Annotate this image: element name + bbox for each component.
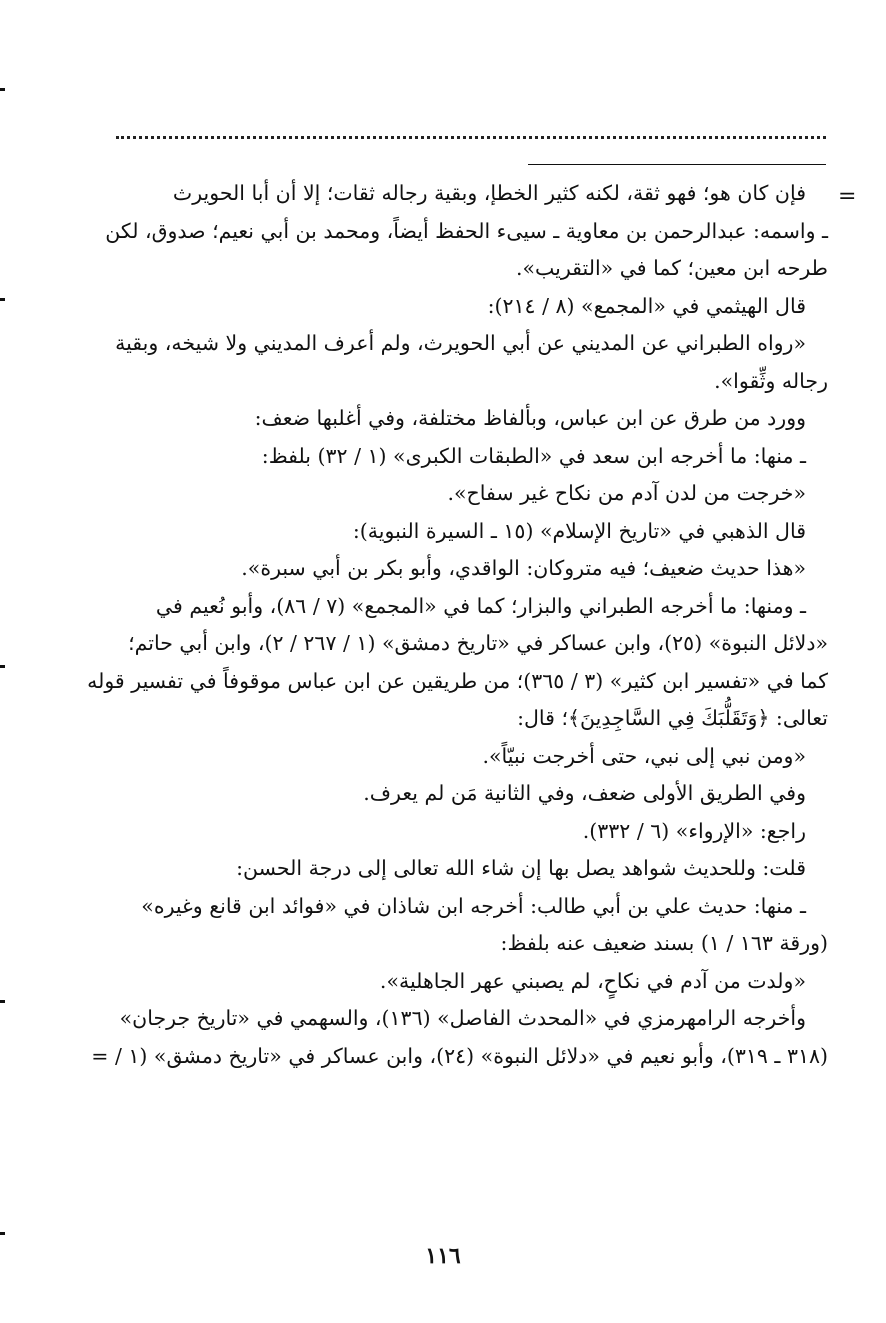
text-line: كما في «تفسير ابن كثير» (٣ / ٣٦٥)؛ من طريقين عن ابن عباس موقوفاً في تفسير قوله — [87, 668, 828, 693]
text-line: «خرجت من لدن آدم من نكاح غير سفاح». — [447, 481, 806, 505]
margin-tick — [0, 1000, 5, 1003]
header-dotted-rule — [116, 136, 826, 151]
text-line: «ومن نبي إلى نبي، حتى أخرجت نبيّاً». — [482, 743, 806, 768]
text-line: فإن كان هو؛ فهو ثقة، لكنه كثير الخطإ، وبقية رجاله ثقات؛ إلا أن أبا الحويرث — [172, 181, 806, 205]
margin-tick — [0, 298, 5, 301]
text-line: وأخرجه الرامهرمزي في «المحدث الفاصل» (١٣٦)، والسهمي في «تاريخ جرجان» — [119, 1006, 806, 1030]
page-number: ١١٦ — [425, 1243, 461, 1269]
text-line: تعالى: ﴿وَتَقَلُّبَكَ فِي السَّاجِدِينَ﴾؛ قال: — [517, 706, 828, 730]
text-line: وورد من طرق عن ابن عباس، وبألفاظ مختلفة، وفي أغلبها ضعف: — [254, 406, 806, 430]
text-line: ـ منها: ما أخرجه ابن سعد في «الطبقات الكبرى» (١ / ٣٢) بلفظ: — [261, 443, 806, 468]
continuation-mark: = — [838, 184, 857, 209]
text-line: رجاله وثِّقوا». — [714, 368, 828, 393]
text-line: «دلائل النبوة» (٢٥)، وابن عساكر في «تاريخ دمشق» (١ / ٢٦٧ / ٢)، وابن أبي حاتم؛ — [128, 631, 828, 655]
margin-tick — [0, 88, 5, 91]
text-line: ـ منها: حديث علي بن أبي طالب: أخرجه ابن شاذان في «فوائد ابن قانع وغيره» — [141, 893, 806, 918]
text-line: قلت: وللحديث شواهد يصل بها إن شاء الله تعالى إلى درجة الحسن: — [236, 856, 806, 880]
margin-tick — [0, 1232, 5, 1235]
text-line: قال الذهبي في «تاريخ الإسلام» (١٥ ـ السيرة النبوية): — [352, 518, 806, 543]
text-line: وفي الطريق الأولى ضعف، وفي الثانية مَن لم يعرف. — [363, 781, 806, 805]
footnote-separator-line — [528, 164, 826, 165]
text-line: طرحه ابن معين؛ كما في «التقريب». — [515, 256, 828, 280]
text-line: «هذا حديث ضعيف؛ فيه متروكان: الواقدي، وأبو بكر بن أبي سبرة». — [241, 556, 806, 580]
margin-tick — [0, 665, 5, 668]
text-line: (ورقة ١٦٣ / ١) بسند ضعيف عنه بلفظ: — [500, 931, 828, 955]
text-line: ـ واسمه: عبدالرحمن بن معاوية ـ سيىء الحفظ أيضاً، ومحمد بن أبي نعيم؛ صدوق، لكن — [105, 218, 828, 243]
text-line: «رواه الطبراني عن المديني عن أبي الحويرث، ولم أعرف المديني ولا شيخه، وبقية — [115, 331, 806, 355]
footnote-text-block — [87, 175, 828, 1075]
text-line: «ولدت من آدم في نكاحٍ، لم يصبني عهر الجاهلية». — [379, 968, 806, 993]
text-line: راجع: «الإرواء» (٦ / ٣٣٢). — [582, 818, 806, 843]
text-line: ـ ومنها: ما أخرجه الطبراني والبزار؛ كما في «المجمع» (٧ / ٨٦)، وأبو نُعيم في — [155, 593, 806, 618]
text-line: (٣١٨ ـ ٣١٩)، وأبو نعيم في «دلائل النبوة» (٢٤)، وابن عساكر في «تاريخ دمشق» (١ / = — [91, 1043, 828, 1068]
text-line: قال الهيثمي في «المجمع» (٨ / ٢١٤): — [487, 293, 806, 318]
